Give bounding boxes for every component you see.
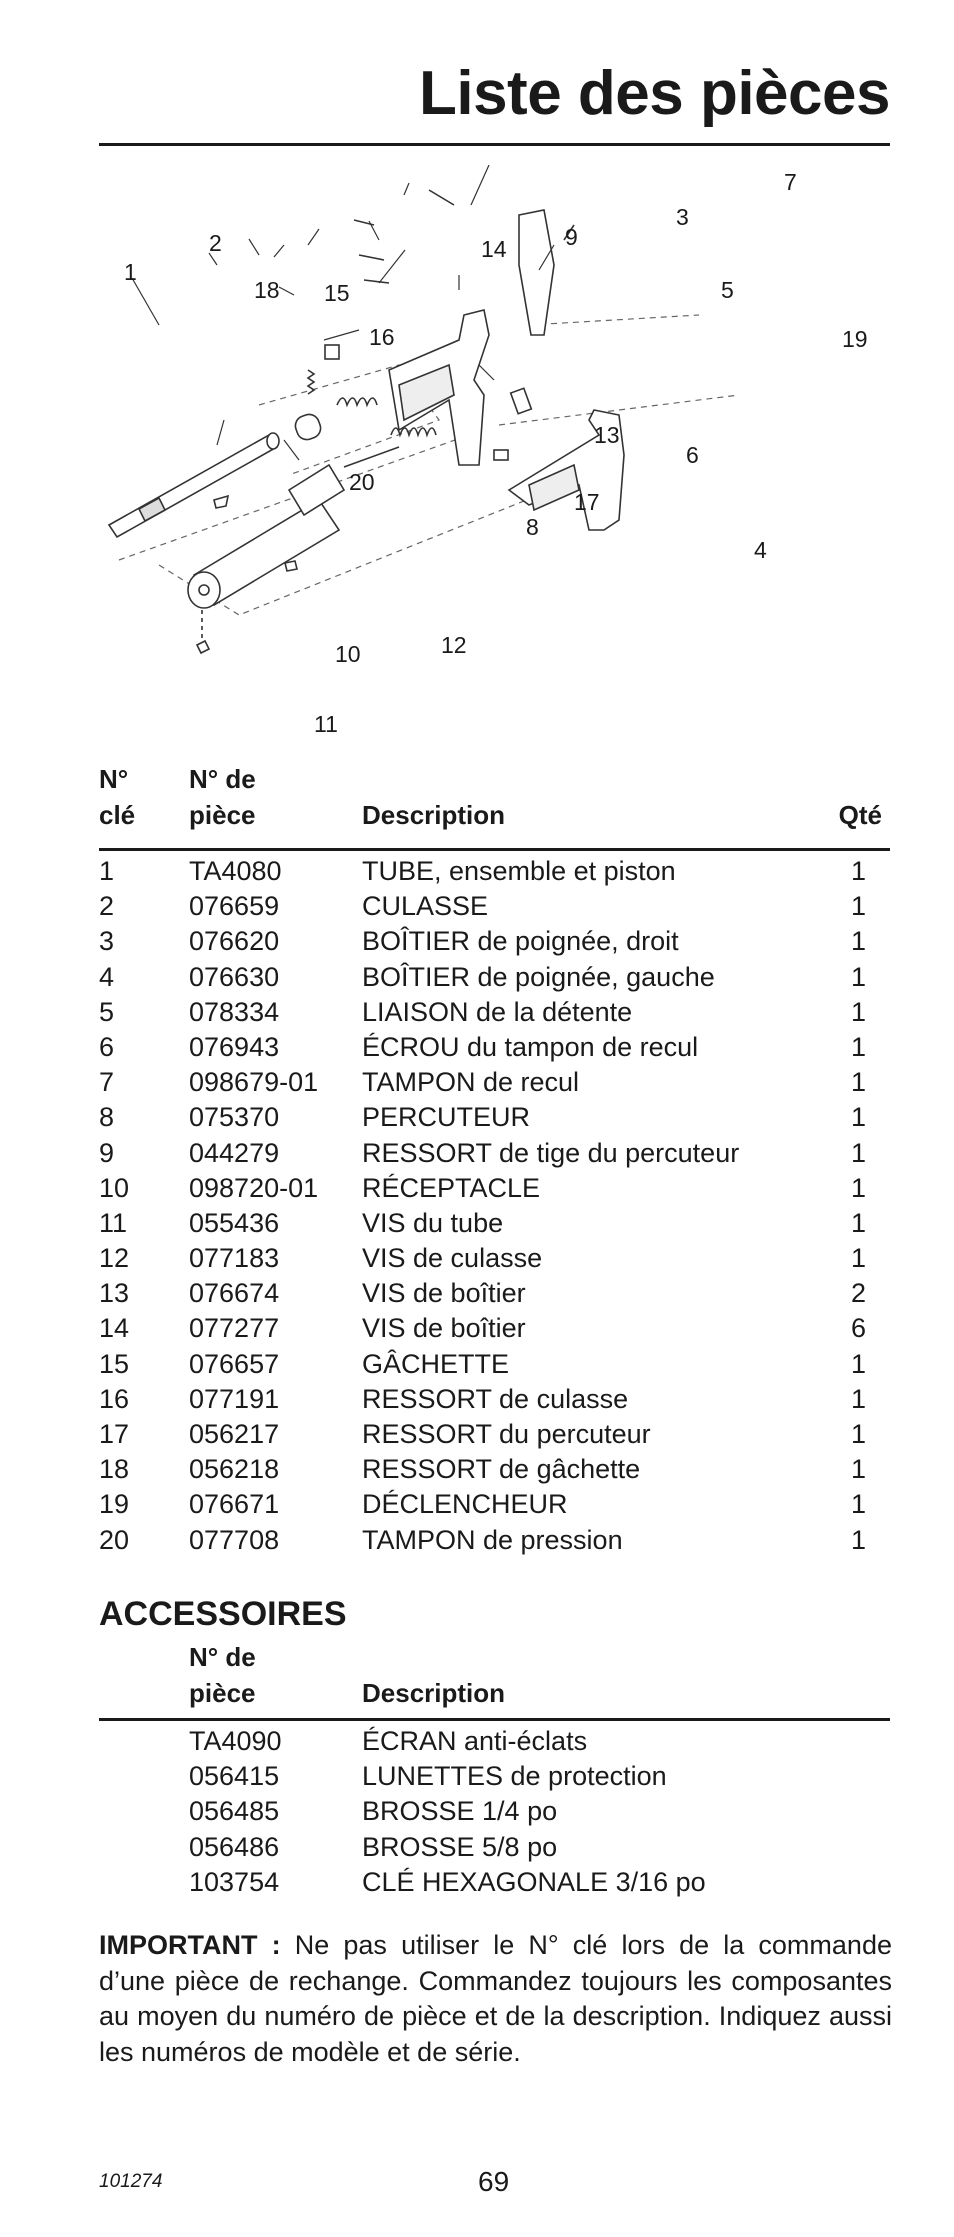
part-description: BOÎTIER de poignée, droit: [362, 926, 679, 957]
part-description: DÉCLENCHEUR: [362, 1489, 568, 1520]
part-number: TA4080: [189, 856, 282, 886]
part-description: PERCUTEUR: [362, 1102, 531, 1133]
part-qty: 1: [850, 1172, 866, 1203]
part-key: 17: [99, 1419, 130, 1449]
table-row: [99, 924, 890, 959]
table-row: [99, 995, 890, 1030]
part-number: 077191: [189, 1383, 280, 1414]
part-qty: 1: [850, 1454, 866, 1485]
accessories-table-header: [99, 1640, 890, 1712]
part-key: 6: [99, 1031, 115, 1062]
important-note: [99, 1928, 892, 2070]
part-description: TAMPON de recul: [362, 1067, 580, 1098]
part-qty: 1: [850, 1489, 866, 1520]
part-key: 16: [99, 1383, 130, 1414]
part-qty: 1: [850, 1243, 866, 1274]
acc-header-description: Description: [362, 1678, 506, 1708]
part-qty: 1: [850, 1067, 866, 1098]
table-row: [99, 1382, 890, 1417]
diagram-drawing: [99, 165, 890, 755]
part-number: 076671: [189, 1489, 280, 1520]
part-qty: 1: [850, 1524, 866, 1555]
table-row: [99, 1865, 890, 1900]
part-key: 1: [99, 856, 115, 886]
accessory-description: ÉCRAN anti-éclats: [362, 1726, 588, 1756]
part-description: RESSORT de gâchette: [362, 1454, 641, 1485]
part-key: 7: [99, 1067, 115, 1098]
accessories-table-body: [99, 1721, 890, 1900]
part-key: 12: [99, 1243, 130, 1274]
table-row: [99, 1830, 890, 1865]
part-number: 076943: [189, 1031, 280, 1062]
callout-3: 3: [676, 204, 689, 230]
table-row: [99, 1759, 890, 1794]
part-qty: 1: [850, 1031, 866, 1062]
document-number: 101274: [99, 2171, 163, 2192]
parts-table-body: [99, 851, 890, 1558]
header-part-line1: N° de: [189, 764, 256, 794]
part-description: VIS du tube: [362, 1207, 504, 1238]
part-qty: 1: [850, 996, 866, 1027]
callout-18: 18: [254, 277, 280, 303]
accessory-part-number: TA4090: [189, 1726, 282, 1756]
part-key: 20: [99, 1524, 130, 1555]
parts-table-header: [99, 762, 890, 842]
callout-19: 19: [842, 326, 868, 352]
table-row: [99, 1417, 890, 1452]
part-qty: 1: [850, 856, 866, 886]
part-description: RESSORT du percuteur: [362, 1419, 651, 1449]
part-number: 056217: [189, 1419, 280, 1449]
part-qty: 1: [850, 1383, 866, 1414]
accessory-part-number: 056486: [189, 1831, 280, 1862]
callout-15: 15: [324, 280, 350, 306]
part-description: TAMPON de pression: [362, 1524, 623, 1555]
accessory-part-number: 056485: [189, 1796, 280, 1827]
callout-11: 11: [314, 711, 338, 737]
page-title: Liste des pièces: [418, 59, 890, 128]
part-key: 5: [99, 996, 115, 1027]
table-row: [99, 889, 890, 924]
part-qty: 1: [850, 1348, 866, 1379]
header-part-line2: pièce: [189, 800, 256, 830]
acc-header-part-line1: N° de: [189, 1642, 256, 1672]
table-row: [99, 1241, 890, 1276]
accessory-description: LUNETTES de protection: [362, 1761, 667, 1792]
table-row: [99, 1347, 890, 1382]
table-row: [99, 854, 890, 889]
part-description: VIS de boîtier: [362, 1313, 526, 1344]
accessories-title: ACCESSOIRES: [99, 1595, 347, 1633]
part-number: 056218: [189, 1454, 280, 1485]
part-number: 098679-01: [189, 1067, 319, 1098]
part-key: 8: [99, 1102, 115, 1133]
callout-9: 9: [565, 224, 578, 250]
part-number: 077708: [189, 1524, 280, 1555]
part-number: 078334: [189, 996, 280, 1027]
part-description: RÉCEPTACLE: [362, 1172, 541, 1203]
part-qty: 1: [850, 1419, 866, 1449]
table-row: [99, 1487, 890, 1522]
part-key: 2: [99, 891, 115, 922]
parts-table: [99, 762, 890, 1558]
table-row: [99, 1452, 890, 1487]
callout-8: 8: [526, 514, 539, 540]
accessory-description: BROSSE 1/4 po: [362, 1796, 558, 1827]
callout-10: 10: [335, 641, 361, 667]
table-row: [99, 1136, 890, 1171]
table-row: [99, 1100, 890, 1135]
part-description: TUBE, ensemble et piston: [362, 856, 676, 886]
table-row: [99, 1724, 890, 1759]
table-row: [99, 1523, 890, 1558]
part-description: VIS de culasse: [362, 1243, 543, 1274]
part-number: 055436: [189, 1207, 280, 1238]
exploded-parts-diagram: [99, 165, 890, 755]
part-description: GÂCHETTE: [362, 1348, 510, 1379]
part-description: BOÎTIER de poignée, gauche: [362, 961, 715, 992]
callout-4: 4: [754, 537, 767, 563]
part-number: 098720-01: [189, 1172, 319, 1203]
part-key: 10: [99, 1172, 130, 1203]
part-key: 9: [99, 1137, 115, 1168]
part-number: 076674: [189, 1278, 280, 1309]
callout-6: 6: [686, 442, 699, 468]
accessory-description: BROSSE 5/8 po: [362, 1831, 558, 1862]
callout-14: 14: [481, 236, 507, 262]
part-qty: 2: [850, 1278, 866, 1309]
table-row: [99, 1794, 890, 1829]
part-qty: 6: [850, 1313, 866, 1344]
table-row: [99, 1311, 890, 1346]
callout-17: 17: [574, 489, 600, 515]
header-qty: Qté: [838, 800, 882, 830]
part-description: RESSORT de tige du percuteur: [362, 1137, 740, 1168]
callout-2: 2: [209, 230, 222, 256]
part-key: 15: [99, 1348, 130, 1379]
header-description: Description: [362, 800, 506, 830]
acc-header-part-line2: pièce: [189, 1678, 256, 1708]
table-row: [99, 1030, 890, 1065]
part-qty: 1: [850, 1102, 866, 1133]
part-number: 076630: [189, 961, 280, 992]
part-description: LIAISON de la détente: [362, 996, 633, 1027]
important-text: Ne pas utiliser le N° clé lors de la commande d’une pièce de rechange. Commandez toujours les composantes au moyen du numéro de pièce et de la description. Indiquez aussi les numéros de modèle et de série.: [99, 1930, 892, 2067]
part-key: 4: [99, 961, 115, 992]
callout-16: 16: [369, 324, 395, 350]
part-key: 11: [99, 1207, 128, 1238]
important-label: IMPORTANT :: [99, 1930, 281, 1960]
accessory-part-number: 056415: [189, 1761, 280, 1792]
accessory-part-number: 103754: [189, 1866, 280, 1897]
part-number: 044279: [189, 1137, 280, 1168]
part-description: VIS de boîtier: [362, 1278, 526, 1309]
page-number: 69: [478, 2166, 510, 2197]
callout-7: 7: [784, 169, 797, 195]
callout-12: 12: [441, 632, 467, 658]
part-description: ÉCROU du tampon de recul: [362, 1031, 699, 1062]
part-number: 076659: [189, 891, 280, 922]
part-number: 076657: [189, 1348, 280, 1379]
part-number: 077183: [189, 1243, 280, 1274]
header-key-line2: clé: [99, 800, 136, 830]
callout-5: 5: [721, 277, 734, 303]
part-qty: 1: [850, 961, 866, 992]
table-row: [99, 1206, 890, 1241]
accessories-table: [99, 1640, 890, 1900]
callout-13: 13: [594, 422, 620, 448]
part-qty: 1: [850, 1137, 866, 1168]
part-qty: 1: [850, 926, 866, 957]
part-key: 13: [99, 1278, 130, 1309]
part-key: 19: [99, 1489, 130, 1520]
part-key: 3: [99, 926, 115, 957]
callout-1: 1: [124, 259, 137, 285]
table-row: [99, 1276, 890, 1311]
callout-20: 20: [349, 469, 375, 495]
table-row: [99, 1171, 890, 1206]
part-description: CULASSE: [362, 891, 489, 922]
part-number: 076620: [189, 926, 280, 957]
part-description: RESSORT de culasse: [362, 1383, 629, 1414]
part-key: 14: [99, 1313, 130, 1344]
part-qty: 1: [850, 891, 866, 922]
header-key-line1: N°: [99, 764, 129, 794]
part-number: 077277: [189, 1313, 280, 1344]
table-row: [99, 960, 890, 995]
accessory-description: CLÉ HEXAGONALE 3/16 po: [362, 1866, 706, 1897]
title-divider: [99, 143, 890, 146]
part-qty: 1: [850, 1207, 866, 1238]
part-number: 075370: [189, 1102, 280, 1133]
part-key: 18: [99, 1454, 130, 1485]
table-row: [99, 1065, 890, 1100]
